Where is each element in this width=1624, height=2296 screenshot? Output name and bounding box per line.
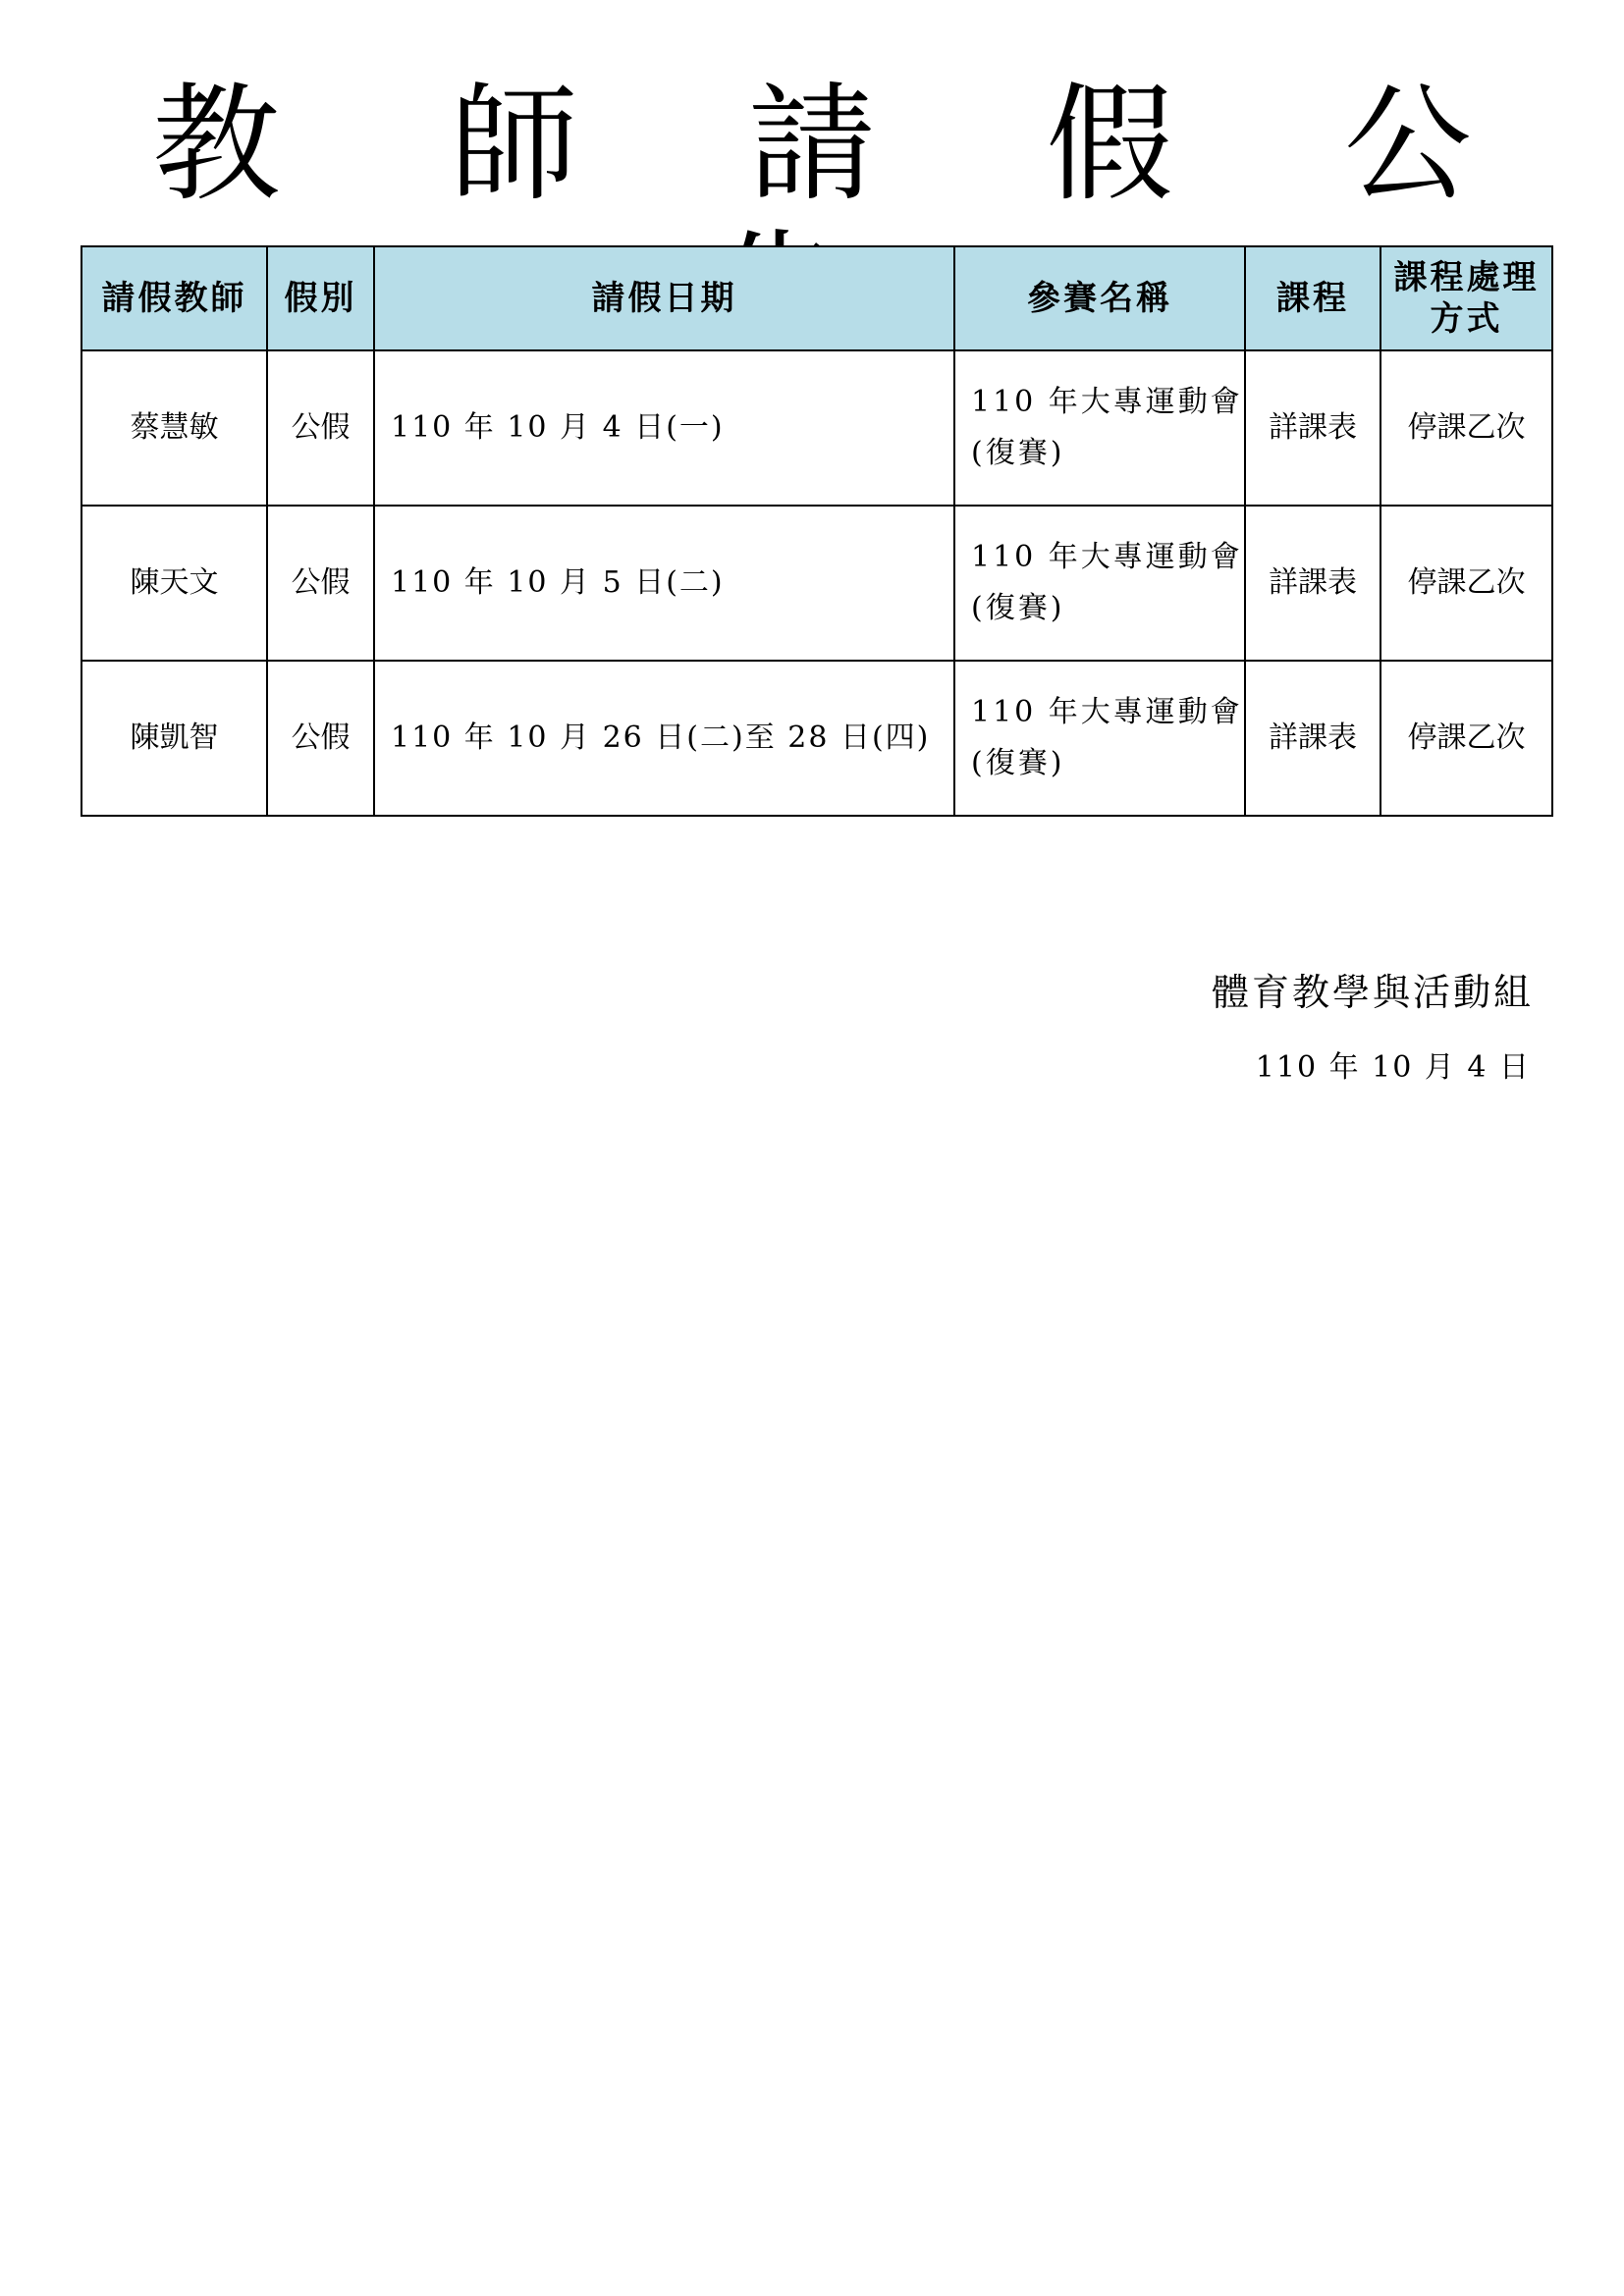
header-date: 請假日期: [374, 246, 954, 350]
event-stage-line: (復賽): [971, 436, 1065, 470]
header-course: 課程: [1245, 246, 1380, 350]
event-name-line: 110 年大專運動會: [971, 695, 1243, 729]
cell-event: [954, 350, 1245, 506]
cell-leave-type: 公假: [267, 506, 374, 661]
event-stage-line: (復賽): [971, 746, 1065, 780]
header-leave-type: 假別: [267, 246, 374, 350]
cell-handling: 停課乙次: [1380, 506, 1552, 661]
signature-unit: 體育教學與活動組: [1211, 971, 1534, 1014]
event-name-line: 110 年大專運動會: [971, 385, 1243, 419]
cell-date: 110 年 10 月 4 日(一): [374, 350, 954, 506]
cell-event: [954, 661, 1245, 816]
cell-handling: 停課乙次: [1380, 350, 1552, 506]
cell-leave-type: 公假: [267, 350, 374, 506]
event-name-line: 110 年大專運動會: [971, 540, 1243, 574]
cell-course: 詳課表: [1245, 506, 1380, 661]
cell-teacher: 蔡慧敏: [81, 350, 267, 506]
table-header-row: [81, 246, 1552, 350]
page-title: 教 師 請 假 公: [152, 70, 1537, 219]
cell-teacher: 陳天文: [81, 506, 267, 661]
header-event: 參賽名稱: [954, 246, 1245, 350]
event-stage-line: (復賽): [971, 591, 1065, 625]
cell-date: 110 年 10 月 26 日(二)至 28 日(四): [374, 661, 954, 816]
cell-date: 110 年 10 月 5 日(二): [374, 506, 954, 661]
cell-course: 詳課表: [1245, 661, 1380, 816]
table-row: [81, 506, 1552, 661]
cell-teacher: 陳凱智: [81, 661, 267, 816]
cell-leave-type: 公假: [267, 661, 374, 816]
cell-handling: 停課乙次: [1380, 661, 1552, 816]
cell-course: 詳課表: [1245, 350, 1380, 506]
table-row: [81, 661, 1552, 816]
leave-table: [81, 245, 1553, 817]
header-handling: 課程處理方式: [1380, 246, 1552, 350]
table-row: [81, 350, 1552, 506]
header-teacher: 請假教師: [81, 246, 267, 350]
signature-date: 110 年 10 月 4 日: [1255, 1050, 1531, 1085]
cell-event: [954, 506, 1245, 661]
